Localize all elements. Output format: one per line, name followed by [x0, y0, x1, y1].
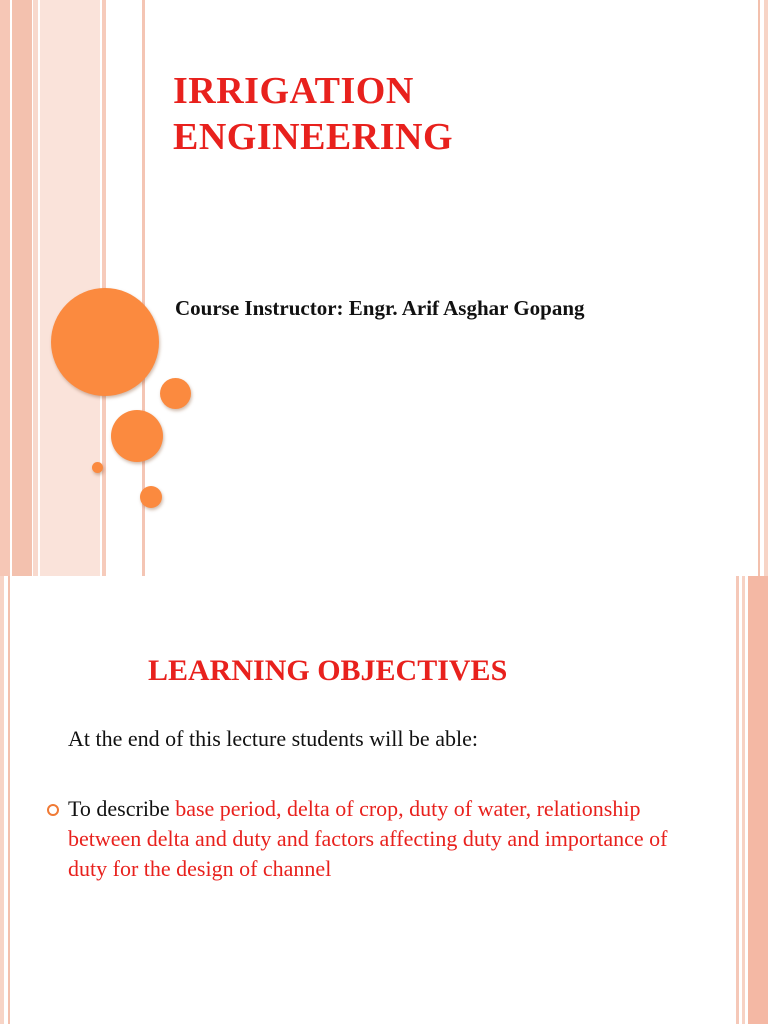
decorative-stripe	[764, 0, 768, 576]
bullet-circle-icon	[47, 804, 59, 816]
decorative-circle-large	[51, 288, 159, 396]
decorative-stripe	[0, 576, 4, 1024]
decorative-circle-tiny	[92, 462, 103, 473]
title-line-2: ENGINEERING	[173, 116, 453, 158]
decorative-stripe	[12, 0, 32, 576]
decorative-circle-small	[140, 486, 162, 508]
decorative-stripe	[40, 0, 100, 576]
objective-bullet	[68, 794, 668, 884]
decorative-circle-medium	[111, 410, 163, 462]
decorative-stripe	[8, 576, 10, 1024]
course-instructor: Course Instructor: Engr. Arif Asghar Gopang	[175, 296, 585, 320]
decorative-stripe	[742, 576, 745, 1024]
title-line-1: IRRIGATION	[173, 70, 414, 112]
decorative-stripe	[758, 0, 760, 576]
objectives-heading: LEARNING OBJECTIVES	[148, 654, 508, 687]
decorative-stripe	[736, 576, 739, 1024]
decorative-stripe	[0, 0, 10, 576]
objectives-intro: At the end of this lecture students will be able:	[68, 726, 478, 751]
bullet-prefix: To describe	[68, 796, 176, 821]
decorative-circle-small	[160, 378, 191, 409]
decorative-stripe	[748, 576, 768, 1024]
slide-title-heading	[173, 68, 453, 160]
bullet-highlight: base period, delta of crop, duty of water, relationship between delta and duty and factors affecting duty and importance of duty for the design of channel	[68, 796, 668, 881]
decorative-stripe	[33, 0, 38, 576]
slide-objectives	[0, 576, 768, 1024]
